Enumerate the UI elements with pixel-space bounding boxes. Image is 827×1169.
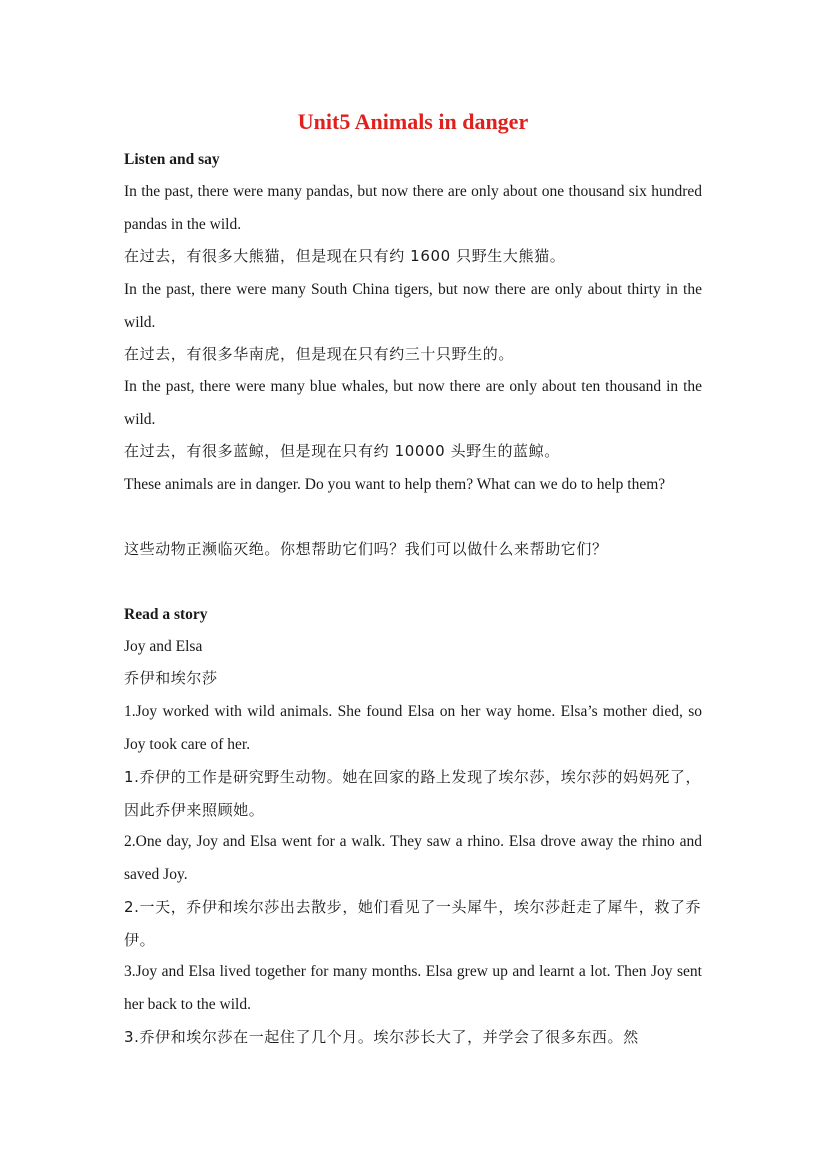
section-heading-listen: Listen and say: [124, 151, 220, 168]
paragraph-danger-en: These animals are in danger. Do you want to help them? What can we do to help them?: [124, 476, 666, 493]
page-title: Unit5 Animals in danger: [297, 109, 529, 134]
paragraph-tigers-en: In the past, there were many South China tigers, but now there are only about thirty in the wild.: [124, 281, 702, 331]
story-part2-cn: 2.一天，乔伊和埃尔莎出去散步，她们看见了一头犀牛，埃尔莎赶走了犀牛，救了乔伊。: [124, 898, 702, 949]
story-part3-cn: 3.乔伊和埃尔莎在一起住了几个月。埃尔莎长大了，并学会了很多东西。然: [124, 1028, 639, 1046]
story-part1-cn: 1.乔伊的工作是研究野生动物。她在回家的路上发现了埃尔莎，埃尔莎的妈妈死了，因此乔伊来照顾她。: [124, 768, 702, 819]
story-title-en: Joy and Elsa: [124, 638, 203, 655]
paragraph-danger-cn: 这些动物正濒临灭绝。你想帮助它们吗？我们可以做什么来帮助它们？: [124, 540, 608, 558]
paragraph-tigers-cn: 在过去，有很多华南虎，但是现在只有约三十只野生的。: [124, 345, 515, 363]
paragraph-pandas-en: In the past, there were many pandas, but now there are only about one thousand six hundred pandas in the wild.: [124, 183, 702, 233]
story-part1-en: 1.Joy worked with wild animals. She found Elsa on her way home. Elsa’s mother died, so Joy took care of her.: [124, 703, 702, 753]
story-part2-en: 2.One day, Joy and Elsa went for a walk. They saw a rhino. Elsa drove away the rhino and saved Joy.: [124, 833, 702, 883]
paragraph-pandas-cn: 在过去，有很多大熊猫，但是现在只有约 1600 只野生大熊猫。: [124, 247, 566, 265]
story-title-cn: 乔伊和埃尔莎: [124, 669, 218, 687]
section-heading-story: Read a story: [124, 606, 208, 623]
paragraph-whales-cn: 在过去，有很多蓝鲸，但是现在只有约 10000 头野生的蓝鲸。: [124, 442, 560, 460]
story-part3-en: 3.Joy and Elsa lived together for many months. Elsa grew up and learnt a lot. Then Joy sent her back to the wild.: [124, 963, 702, 1013]
paragraph-whales-en: In the past, there were many blue whales, but now there are only about ten thousand in the wild.: [124, 378, 702, 428]
